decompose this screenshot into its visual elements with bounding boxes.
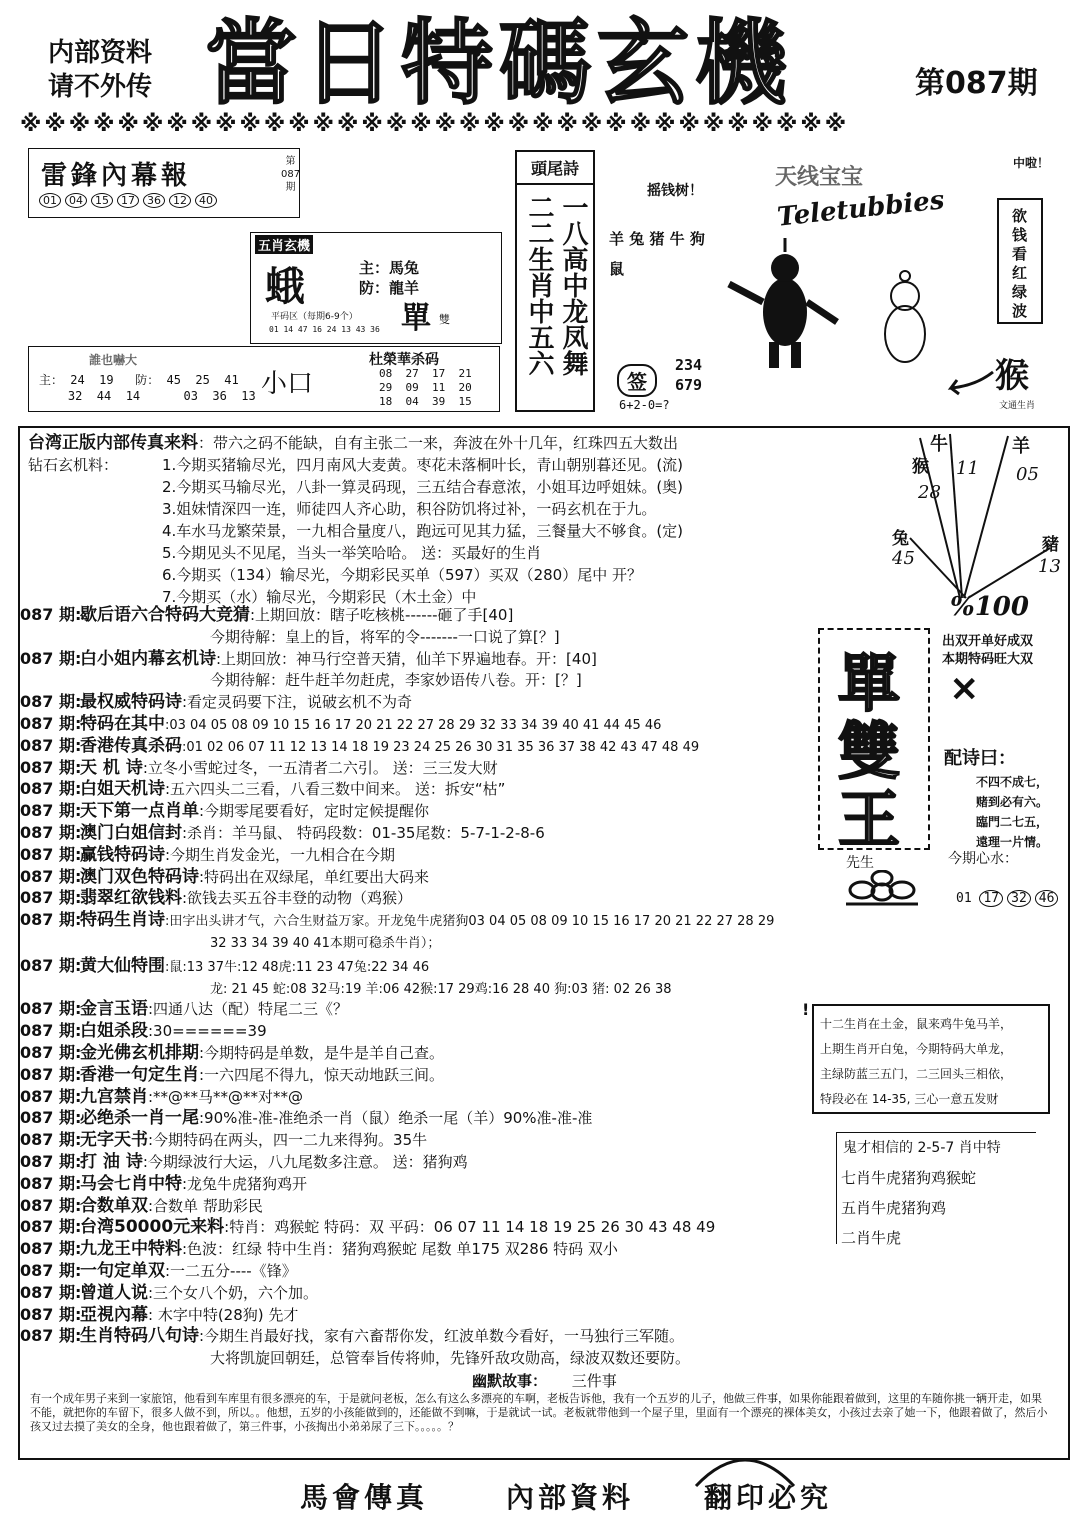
issue-text: :今期绿波行大运，八九尾数多注意。 送：猪狗鸡 [142, 1153, 468, 1171]
issue-prefix: 087 期: [20, 649, 82, 668]
issue-prefix: 087 期: [20, 1021, 82, 1040]
dulonghua-row: 29 09 11 20 [379, 381, 472, 394]
issue-label: 天下第一点肖单 [80, 801, 199, 821]
fan-label-yang: 羊 [1012, 436, 1030, 457]
issue-label: 无字天书 [80, 1130, 148, 1150]
heart-label: 今期心水： [948, 851, 1018, 867]
star-divider: ※※※※※※※※※※※※※※※※※※※※※※※※※※※※※※※※※※ [20, 112, 850, 137]
banner-text: 天线宝宝 [775, 164, 864, 190]
sign-nums2: 679 [675, 376, 703, 394]
issue-text: 今期待解：赶牛赶羊勿赶虎，李家妙语传八卷。开：[？] [210, 671, 582, 689]
issue-text: :一六四尾不得九，惊天动地跃三间。 [199, 1066, 445, 1084]
issue-row [20, 844, 395, 866]
wave-color-text: 欲钱看红绿波 [1010, 208, 1028, 322]
wuxiao-title: 五肖玄機 [255, 235, 313, 254]
heart-num: 01 [956, 891, 972, 906]
fan-label-tu: 兔 [892, 529, 909, 549]
poem-box [515, 150, 595, 412]
ghost-line: 七肖牛虎猪狗鸡猴蛇 [841, 1169, 977, 1187]
sign-badge: 签 [617, 364, 657, 397]
ghost-lines [841, 1163, 976, 1253]
issue-prefix: 087 期: [20, 1174, 82, 1193]
issue-row [20, 909, 774, 933]
issue-row [20, 1086, 303, 1108]
issue-row [20, 757, 498, 779]
issue-label: 香港传真杀码 [80, 736, 182, 756]
issue-row [20, 1107, 592, 1129]
issue-row [20, 1129, 427, 1151]
page-title: 當日特碼玄機 [205, 9, 794, 117]
issue-text: :欲钱去买五谷丰登的动物（鸡猴） [182, 889, 413, 907]
issue-text: :上期回放：瞎子吃核桃------砸了手[40] [250, 606, 514, 624]
fan-num-zhu: 13 [1038, 556, 1061, 577]
wuxiao-dan: 單 [401, 301, 431, 336]
pei-title: 配诗曰： [944, 748, 1016, 769]
issue-row [20, 1325, 684, 1347]
issue-prefix: 087 期: [20, 1043, 82, 1062]
issue-row [20, 1195, 263, 1217]
sign-nums1: 234 [675, 356, 703, 374]
leifeng-title: 雷鋒內幕報 [41, 161, 192, 191]
issue-label: 歇后语六合特码大竞猜 [80, 605, 250, 625]
issue-prefix: 087 期: [20, 1217, 82, 1236]
issue-label: 黄大仙特围 [80, 956, 165, 976]
issue-row [20, 648, 597, 670]
teletubby-figures [725, 222, 965, 382]
issue-text: :今期特码在两头，四一二九来得狗。35牛 [148, 1131, 428, 1149]
issue-row [20, 887, 412, 909]
issue-label: 亞視內幕 [80, 1305, 148, 1325]
header-left-note [48, 36, 152, 104]
issue-prefix: 087 期: [20, 999, 82, 1018]
fan-percent: %100 [950, 592, 1029, 622]
zodiac-note-line: 上期生肖开白兔，今期特码大单龙， [820, 1042, 1013, 1056]
cartoon-area [605, 152, 1065, 414]
issue-text: :一二五分----《锋》 [165, 1262, 297, 1280]
issue-label: 一句定单双 [80, 1261, 165, 1281]
leifeng-issue [281, 155, 300, 194]
fan-num-hou: 28 [918, 482, 941, 503]
issue-text: :03 04 05 08 09 10 15 16 17 20 21 22 27 28 29 32 33 34 39 40 41 44 45 46 [165, 718, 662, 733]
issue-text: :特码出在双绿尾，单红要出大码来 [199, 868, 430, 886]
fan-label-niu: 牛 [930, 434, 948, 455]
issue-text: : 木字中特(28狗) 先才 [148, 1306, 299, 1324]
king-char-wang: 王 [838, 783, 901, 856]
issue-label: 曾道人说 [80, 1283, 148, 1303]
stamp-icon [690, 1448, 800, 1488]
issue-text: :龙兔牛虎猪狗鸡开 [182, 1175, 308, 1193]
issue-text: :立冬小雪蛇过冬，一五清者二六引。 送：三三发大财 [142, 759, 498, 777]
danshuang-note2: 本期特码旺大双 [942, 652, 1034, 667]
issue-row [20, 713, 661, 737]
issue-text: :上期回放：神马行空普天猜，仙羊下界遍地春。开：[40] [216, 650, 597, 668]
issue-text: :今期特码是单数，是牛是羊自己查。 [199, 1044, 445, 1062]
issue-prefix: 087 期: [20, 736, 82, 755]
leifeng-issue-num: 087 [281, 169, 301, 180]
wuxiao-big-char: 蛾 [265, 263, 305, 310]
issue-row [20, 778, 505, 800]
issue-text: :色波：红绿 特中生肖：猪狗鸡猴蛇 尾数 单175 双286 特码 双小 [182, 1240, 618, 1258]
zodiac-note-box [812, 1004, 1050, 1114]
dulonghua-row: 18 04 39 15 [379, 395, 472, 408]
issue-row [20, 800, 429, 822]
issue-row [20, 1151, 468, 1173]
poem-col1: 一八高中龙凤舞 [558, 194, 588, 376]
footer-left: 馬會傳真 [300, 1481, 429, 1514]
issue-text: :看定灵码要下注，说破玄机不为奇 [182, 693, 413, 711]
danshuang-note1: 出双开单好成双 [942, 634, 1034, 649]
diamond-item: 1.今期买猪输尽光，四月南风大麦黄。枣花未落桐叶长，青山朝别暮还见。(流) [162, 456, 684, 474]
king-box [818, 628, 930, 856]
issue-text: :鼠:13 37牛:12 48虎:11 23 47兔:22 34 46 [165, 960, 430, 975]
issue-prefix: 087 期: [20, 758, 82, 777]
king-sub: 先生 [846, 855, 874, 871]
issue-label: 最权威特码诗 [80, 692, 182, 712]
issue-row [20, 931, 440, 955]
exclaim-mark: ! [802, 1000, 810, 1019]
issue-label: 香港一句定生肖 [80, 1065, 199, 1085]
fan-label-hou: 猴 [912, 457, 929, 477]
monkey-sub: 文通生肖 [999, 401, 1036, 411]
zodiac-note-line: 十二生肖在土金，鼠来鸡牛兔马羊， [820, 1017, 1013, 1031]
issue-row [20, 626, 560, 648]
issue-row [20, 1347, 690, 1369]
intro-text: ：带六之码不能缺，自有主张二一来，奔波在外十几年，红珠四五大数出 [198, 434, 679, 452]
shayema-label: 誰也嚇大 [89, 353, 138, 367]
poem-col2: 二二生肖中五六 [524, 194, 554, 376]
issue-prefix: 087 期: [20, 692, 82, 711]
issue-row [20, 1216, 715, 1238]
shake-tree-text: 摇钱树！ [647, 183, 703, 199]
wuxiao-range: 平码区（每期6-9个） [271, 312, 358, 322]
intro-label: 台湾正版内部传真来料 [28, 433, 198, 453]
king-char-shuang: 雙 [838, 715, 901, 788]
footer-right: 翻印必究 [704, 1481, 833, 1514]
ball: 36 [143, 193, 165, 208]
diamond-item: 5.今期见头不见尾，当头一举笑哈哈。 送：买最好的生肖 [162, 544, 542, 562]
issue-text: :特肖：鸡猴蛇 特码：双 平码：06 07 11 14 18 19 25 26 30 43 48 49 [224, 1218, 716, 1236]
pei-line: 不四不成七， [976, 775, 1049, 789]
issue-row [20, 1064, 444, 1086]
issue-prefix: 087 期: [20, 956, 82, 975]
issue-text: :今期零尾要看好，定时定候提醒你 [199, 802, 430, 820]
story-text: 有一个成年男子来到一家旅馆，他看到车库里有很多漂亮的车，于是就问老板，怎么有这么多漂亮的车啊，老板告诉他，我有一个五岁的儿子，他做三件事，如果你能跟着做到，这里的车随你挑一辆开走，如果不能，就把你的车留下，很多人做不到，所以。。他想，五岁的小孩能做到的，还能做不到嘛，于是就试一试。老板就带他到一个屋子里，里面有一个漂亮的裸体美女，小孩过去亲了她一下，他跟着做了，然后小孩又过去摸了美女的全身，他也跟着做了，第三件事，小孩掏出小弟弟尿了三下。。。。。？ [30, 1392, 1048, 1433]
pei-line: 遠理一片情。 [976, 835, 1049, 849]
heart-num: 17 [979, 890, 1003, 907]
wuxiao-dan-sub: 雙 [439, 313, 450, 326]
issue-prefix: 087 期: [20, 779, 82, 798]
formula-text: 6+2-0=? [619, 398, 670, 412]
issue-row [20, 1304, 298, 1326]
issue-text: :90%准-准-准绝杀一肖（鼠）绝杀一尾（羊）90%准-准-准 [199, 1109, 593, 1127]
issue-row [20, 691, 412, 713]
teletubby-right [885, 271, 925, 362]
monkey-mark: 猴 [995, 356, 1029, 396]
issue-text: 大将凯旋回朝廷，总管奉旨传将帅，先锋歼敌攻勋高，绿波双数还要防。 [210, 1349, 691, 1367]
wuxiao-nums: 01 14 47 16 24 13 43 36 [269, 325, 380, 334]
ball: 15 [91, 193, 113, 208]
issue-label: 九龙王中特料 [80, 1239, 182, 1259]
issue-prefix: 087 期: [20, 823, 82, 842]
wuxiao-box [250, 232, 502, 344]
flower-icon [842, 870, 922, 910]
issue-row [20, 604, 513, 626]
story-subtitle: 三件事 [571, 1372, 617, 1390]
issue-prefix: 087 期: [20, 801, 82, 820]
ghost-line: 二肖牛虎 [841, 1229, 902, 1247]
issue-text: :杀肖：羊马鼠、 特码段数：01-35尾数：5-7-1-2-8-6 [182, 824, 545, 842]
issue-number: 第087期 [915, 66, 1038, 101]
issue-label: 马会七肖中特 [80, 1174, 182, 1194]
danshuang-mark: ✕ [950, 670, 979, 710]
wave-color-box [997, 198, 1043, 324]
issue-label: 澳门双色特码诗 [80, 867, 199, 887]
issue-text: :五六四头二三看，八看三数中间来。 送：拆安“枯” [165, 780, 506, 798]
ball: 40 [195, 193, 217, 208]
pei-lines [976, 772, 1048, 852]
issue-label: 台湾50000元来料 [80, 1217, 225, 1237]
issue-label: 九宫禁肖 [80, 1087, 148, 1107]
issue-prefix: 087 期: [20, 1283, 82, 1302]
issue-label: 金言玉语 [80, 999, 148, 1019]
diamond-list [162, 454, 683, 608]
issue-label: 生肖特码八句诗 [80, 1326, 199, 1346]
zhongla-text: 中啦！ [1013, 156, 1050, 170]
zodiac-tree: 羊 兔 猪 牛 狗 鼠 [609, 230, 705, 278]
ball: 12 [169, 193, 191, 208]
dulonghua-title: 杜榮華杀码 [369, 352, 439, 368]
diamond-item: 3.姐妹情深四一连，师徒四人齐心助，积谷防饥将过补，一码玄机在于九。 [162, 500, 657, 518]
arrow-icon [945, 366, 995, 396]
issue-label: 金光佛玄机排期 [80, 1043, 199, 1063]
issue-text: :田字出头讲才气，六合生财益万家。开龙兔牛虎猪狗03 04 05 08 09 10 15 16 17 20 21 22 27 28 29 [165, 914, 775, 929]
issue-text: :今期生肖发金光，一九相合在今期 [165, 846, 396, 864]
fan-num-yang: 05 [1016, 464, 1039, 485]
issue-text: :今期生肖最好找，家有六畜帮你发，红波单数今看好，一马独行三军随。 [199, 1327, 685, 1345]
diamond-item: 7.今期买（水）输尽光，今期彩民（木土金）中 [162, 588, 477, 606]
issue-prefix: 087 期: [20, 714, 82, 733]
story-title: 幽默故事： [472, 1372, 548, 1390]
issue-label: 白姐杀段 [80, 1021, 148, 1041]
leifeng-balls [39, 193, 221, 208]
teletubby-left [729, 238, 837, 368]
issue-prefix: 087 期: [20, 1196, 82, 1215]
ghost-line: 五肖牛虎猪狗鸡 [841, 1199, 947, 1217]
pei-line: 臨門二七五， [976, 815, 1049, 829]
issue-row [20, 1238, 618, 1260]
fan-label-zhu: 豬 [1042, 535, 1059, 555]
leifeng-issue-top: 第 [285, 156, 296, 167]
issue-label: 澳门白姐信封 [80, 823, 182, 843]
dulonghua-row: 08 27 17 21 [379, 367, 472, 380]
intro-line [28, 432, 678, 454]
issue-label: 白姐天机诗 [80, 779, 165, 799]
ghost-title: 鬼才相信的 2-5-7 肖中特 [843, 1140, 1001, 1156]
zodiac-note-line: 特段必在 14-35, 三心一意五发财 [820, 1092, 999, 1106]
issue-row [20, 1020, 267, 1042]
issue-label: 打 油 诗 [80, 1152, 143, 1172]
header-left-line2: 请不外传 [48, 72, 153, 102]
issue-row [20, 955, 429, 979]
issue-text: :三个女八个奶，六个加。 [148, 1284, 319, 1302]
issue-text: 龙: 21 45 蛇:08 32马:19 羊:06 42猴:17 29鸡:16 28 40 狗:03 猪: 02 26 38 [210, 982, 672, 997]
fan-num-tu: 45 [892, 548, 915, 569]
issue-text: 32 33 34 39 40 41本期可稳杀牛肖）； [210, 936, 441, 951]
issue-prefix: 087 期: [20, 845, 82, 864]
heart-nums [956, 890, 1062, 907]
diamond-item: 2.今期买马输尽光，八卦一算灵码现，三五结合春意浓，小姐耳边呼姐妹。(奥) [162, 478, 684, 496]
heart-num: 32 [1007, 890, 1031, 907]
issue-row [20, 998, 348, 1020]
issue-prefix: 087 期: [20, 1065, 82, 1084]
issue-prefix: 087 期: [20, 1326, 82, 1345]
shayema-row2: 32 44 14 03 36 13 [39, 389, 256, 403]
issue-text: :合数单 帮助彩民 [148, 1197, 263, 1215]
diamond-label: 钻石玄机料： [28, 456, 119, 474]
issue-row [20, 1282, 318, 1304]
leifeng-box [28, 148, 300, 218]
brand-text: Teletubbies [775, 185, 946, 233]
pei-line: 赌到必有六。 [976, 795, 1049, 809]
header-left-line1: 内部资料 [48, 38, 153, 68]
issue-row [20, 735, 699, 759]
issue-prefix: 087 期: [20, 1152, 82, 1171]
shayema-scribble: 小口 [261, 369, 314, 399]
issue-prefix: 087 期: [20, 867, 82, 886]
issue-row [20, 669, 582, 691]
issue-prefix: 087 期: [20, 1108, 82, 1127]
ghost-box [836, 1132, 1036, 1247]
issue-prefix: 087 期: [20, 888, 82, 907]
shayema-box [28, 346, 500, 412]
issue-prefix: 087 期: [20, 1305, 82, 1324]
issue-text: :四通八达（配）特尾二三《？ [148, 1000, 349, 1018]
footer-middle: 內部資料 [506, 1481, 635, 1514]
poem-title: 頭尾詩 [517, 156, 593, 185]
issue-label: 必绝杀一肖一尾 [80, 1108, 199, 1128]
issue-label: 天 机 诗 [80, 758, 143, 778]
diamond-item: 6.今期买（134）输尽光，今期彩民买单（597）买双（280）尾中 开？ [162, 566, 642, 584]
issue-prefix: 087 期: [20, 910, 82, 929]
ball: 17 [117, 193, 139, 208]
issue-label: 白小姐内幕玄机诗 [80, 649, 216, 669]
story-header [472, 1370, 617, 1391]
ball: 04 [65, 193, 87, 208]
issue-text: :30======39 [148, 1022, 267, 1040]
issue-row [20, 1260, 297, 1282]
issue-prefix: 087 期: [20, 1087, 82, 1106]
king-char-dan: 單 [838, 647, 901, 720]
issue-row [20, 1042, 444, 1064]
issue-prefix: 087 期: [20, 1239, 82, 1258]
zodiac-note-line: 主绿防蓝三五门，二三回头三相依， [820, 1067, 1013, 1081]
issue-text: 今期待解：皇上的旨，将军的令-------一口说了算[？] [210, 628, 560, 646]
issue-row [20, 866, 429, 888]
issue-prefix: 087 期: [20, 605, 82, 624]
ball: 01 [39, 193, 61, 208]
fan-num-niu: 11 [956, 458, 979, 479]
issue-text: :01 02 06 07 11 12 13 14 18 19 23 24 25 26 30 31 35 36 37 38 42 43 47 48 49 [182, 740, 700, 755]
shayema-row1: 主： 24 19 防： 45 25 41 [39, 373, 239, 387]
issue-row [20, 822, 545, 844]
issue-prefix: 087 期: [20, 1130, 82, 1149]
diamond-item: 4.车水马龙繁荣景，一九相合量度八，跑远可见其力猛，三餐量大不够食。(定) [162, 522, 684, 540]
wuxiao-guard: 防：龍羊 [359, 279, 420, 297]
issue-text: :**@**马**@**对**@ [148, 1088, 304, 1106]
issue-label: 翡翠红欲钱料 [80, 888, 182, 908]
wuxiao-main: 主：馬兔 [359, 259, 420, 277]
issue-label: 特码在其中 [80, 714, 165, 734]
issue-label: 特码生肖诗 [80, 910, 165, 930]
zodiac-note-lines [820, 1012, 1012, 1112]
issue-label: 赢钱特码诗 [80, 845, 165, 865]
leifeng-issue-bot: 期 [285, 182, 296, 193]
issue-label: 合数单双 [80, 1196, 148, 1216]
heart-num: 46 [1035, 890, 1059, 907]
issue-prefix: 087 期: [20, 1261, 82, 1280]
issue-row [20, 1173, 307, 1195]
